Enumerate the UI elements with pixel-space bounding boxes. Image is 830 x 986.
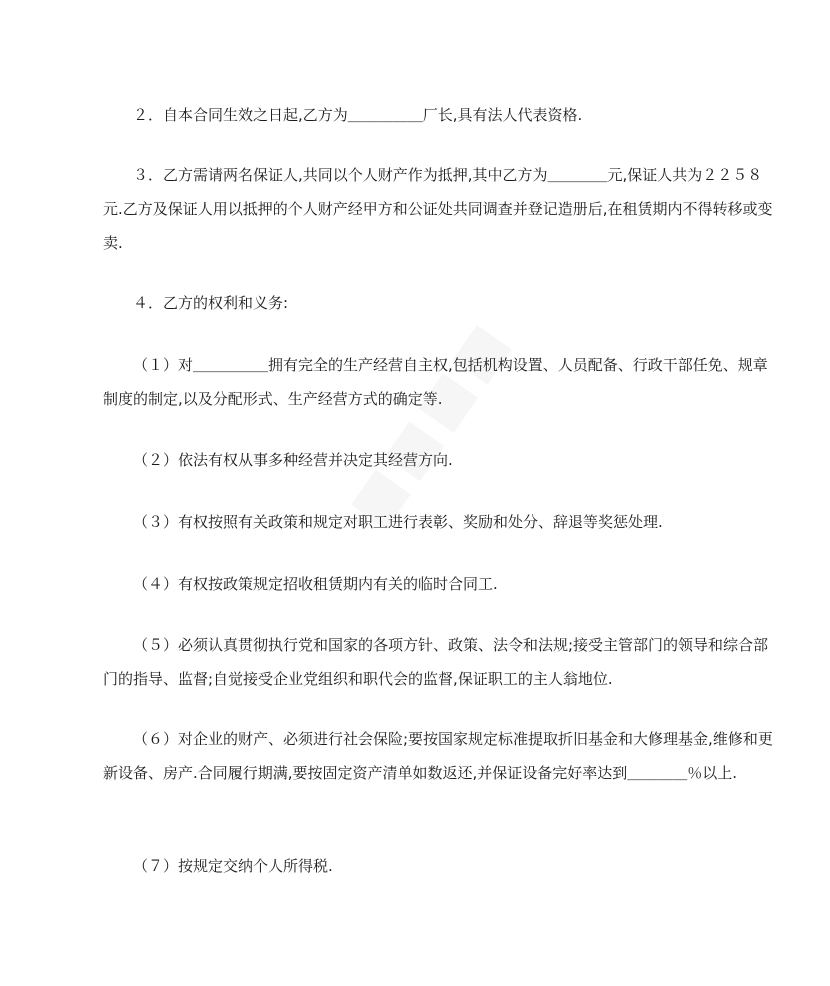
paragraph-text: （３）有权按照有关政策和规定对职工进行表彰、奖励和处分、辞退等奖惩处理.: [133, 513, 663, 531]
paragraph-item-4: [103, 567, 773, 601]
paragraph-text: （２）依法有权从事多种经营并决定其经营方向.: [133, 451, 453, 469]
paragraph-item-7: [103, 849, 773, 883]
paragraph-text: （５）必须认真贯彻执行党和国家的各项方针、政策、法令和法规;接受主管部门的领导和综合部门的指导、监督;自觉接受企业党组织和职代会的监督,保证职工的主人翁地位.: [103, 636, 769, 688]
paragraph-text: （４）有权按政策规定招收租赁期内有关的临时合同工.: [133, 575, 498, 593]
paragraph-clause-3: [103, 158, 773, 260]
paragraph-clause-4: [103, 286, 773, 320]
paragraph-clause-2: [103, 98, 773, 132]
paragraph-text: ３．乙方需请两名保证人,共同以个人财产作为抵押,其中乙方为＿＿＿＿元,保证人共为２２５８元.乙方及保证人用以抵押的个人财产经甲方和公证处共同调查并登记造册后,在租赁期内不得转移或变卖.: [103, 166, 773, 252]
paragraph-text: （１）对＿＿＿＿＿拥有完全的生产经营自主权,包括机构设置、人员配备、行政干部任免、规章制度的制定,以及分配形式、生产经营方式的确定等.: [103, 356, 768, 408]
paragraph-item-5: [103, 628, 773, 696]
paragraph-item-3: [103, 505, 773, 539]
paragraph-item-2: [103, 443, 773, 477]
paragraph-text: ４．乙方的权利和义务:: [133, 294, 289, 312]
paragraph-item-6: [103, 722, 773, 790]
paragraph-text: （６）对企业的财产、必须进行社会保险;要按国家规定标准提取折旧基金和大修理基金,维修和更新设备、房产.合同履行期满,要按固定资产清单如数返还,并保证设备完好率达到＿＿＿＿％以上.: [103, 730, 773, 782]
paragraph-item-1: [103, 348, 773, 416]
paragraph-text: （７）按规定交纳个人所得税.: [133, 857, 333, 875]
paragraph-text: ２．自本合同生效之日起,乙方为＿＿＿＿＿厂长,具有法人代表资格.: [133, 106, 583, 124]
